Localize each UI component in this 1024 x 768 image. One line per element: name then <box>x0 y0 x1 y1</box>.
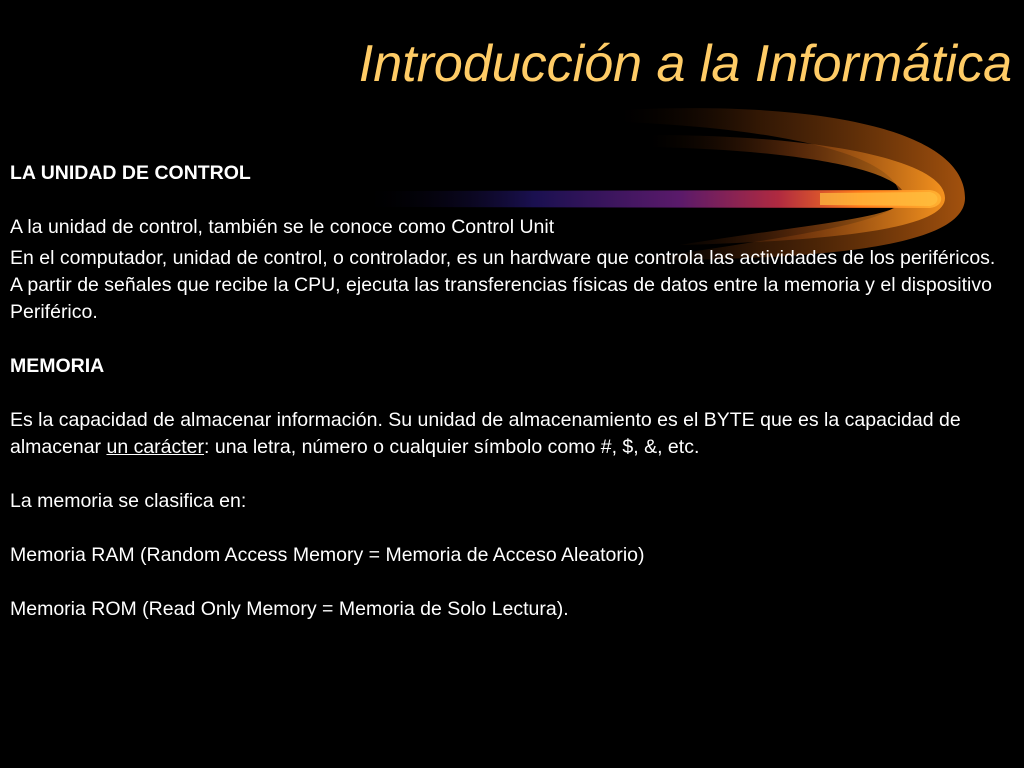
memory-heading: MEMORIA <box>10 355 105 377</box>
memory-classification: La memoria se clasifica en: <box>10 490 247 512</box>
memory-description-part2: : una letra, número o cualquier símbolo como #, $, &, etc. <box>204 436 700 458</box>
slide-body <box>10 160 1010 623</box>
memory-ram-item: Memoria RAM (Random Access Memory = Memoria de Acceso Aleatorio) <box>10 544 645 566</box>
memory-rom-item: Memoria ROM (Read Only Memory = Memoria de Solo Lectura). <box>10 598 569 620</box>
slide-title: Introducción a la Informática <box>358 35 1012 93</box>
control-unit-heading: LA UNIDAD DE CONTROL <box>10 162 251 184</box>
memory-description-part1: Es la capacidad de almacenar información. Su unidad de almacenamiento es el BYTE que es la capacidad de almacenar <box>10 409 961 458</box>
control-unit-intro: A la unidad de control, también se le conoce como Control Unit <box>10 216 555 238</box>
memory-description <box>10 407 1010 461</box>
memory-description-underlined: un carácter <box>106 436 205 458</box>
control-unit-description: En el computador, unidad de control, o controlador, es un hardware que controla las actividades de los periféricos. A partir de señales que recibe la CPU, ejecuta las transferencias físicas de datos entre la memoria y el dispositivo Periférico. <box>10 247 996 323</box>
